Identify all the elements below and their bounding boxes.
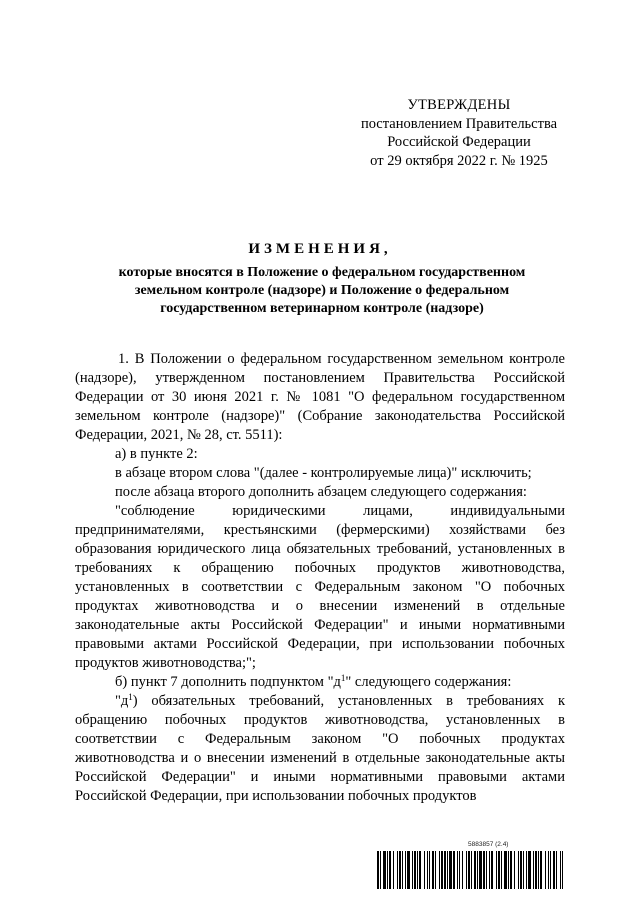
approval-line-1: постановлением Правительства [360,115,558,132]
paragraph-6-text-b: " следующего содержания: [345,674,512,690]
paragraph-7-text-a: "д [115,693,129,709]
approval-date-number: от 29 октября 2022 г. № 1925 [370,152,548,169]
paragraph-7-text-b: ) обязательных требований, установленных в требованиях к обращению побочных продуктов животноводства, установленных в соответствии с Федеральным законом "О побочных продуктах животноводства и о внесении изменений в отдельные законодательные акты Российской Федерации" и иными нормативными правовыми актами Российской Федерации, при использовании побочных продуктов [75,693,565,804]
approval-title: УТВЕРЖДЕНЫ [407,97,511,113]
barcode-number: 5883857 (2.4) [468,841,509,848]
document-body [75,350,565,806]
approval-block [340,96,578,170]
paragraph-7-superscript: 1 [128,692,133,702]
paragraph-4: после абзаца второго дополнить абзацем следующего содержания: [115,484,527,500]
approval-line-2: Российской Федерации [387,134,531,150]
paragraph-3: в абзаце втором слова "(далее - контролируемые лица)" исключить; [115,465,532,481]
barcode-icon [377,851,563,889]
paragraph-6-superscript: 1 [340,673,346,683]
paragraph-1: 1. В Положении о федеральном государственном земельном контроле (надзоре), утвержденном постановлением Правительства Российской Федерации от 30 июня 2021 г. № 1081 "О федеральном государственном земельном контроле (надзоре)" (Собрание законодательства Российской Федерации, 2021, № 28, ст. 5511): [75,351,565,443]
paragraph-6-text-a: б) пункт 7 дополнить подпунктом "д [115,674,341,690]
paragraph-2: а) в пункте 2: [115,446,198,462]
paragraph-6 [75,673,565,692]
paragraph-7 [75,692,565,806]
document-subtitle: которые вносятся в Положение о федеральном государственном земельном контроле (надзоре) и Положение о федеральном государственном ветеринарном контроле (надзоре) [118,265,526,316]
document-title: ИЗМЕНЕНИЯ, [248,241,392,257]
paragraph-5: "соблюдение юридическими лицами, индивидуальными предпринимателями, крестьянскими (фермерскими) хозяйствами без образования юридического лица обязательных требований, установленных в требованиях к обращению побочных продуктов животноводства, установленных в соответствии с Федеральным законом "О побочных продуктах животноводства и о внесении изменений в отдельные законодательные акты Российской Федерации" и иными нормативными правовыми актами Российской Федерации, при использовании побочных продуктов животноводства;"; [75,503,565,671]
